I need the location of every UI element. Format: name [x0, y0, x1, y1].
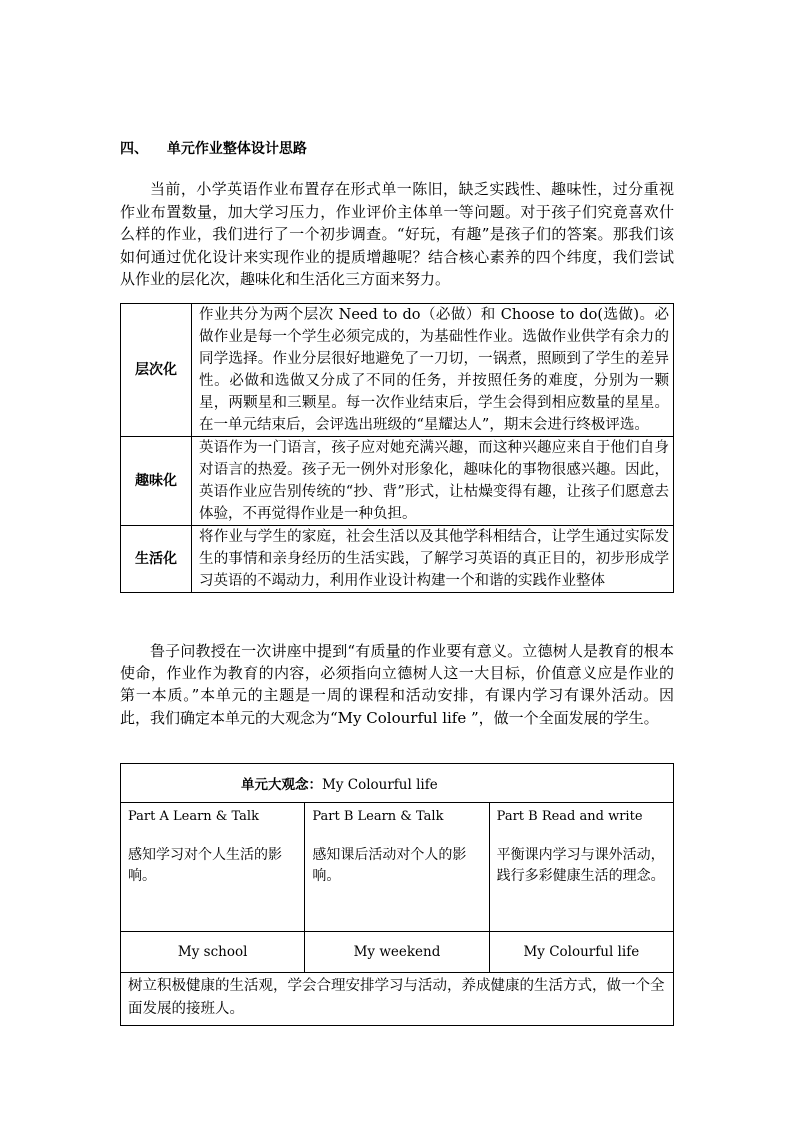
concept-goal: 树立积极健康的生活观，学会合理安排学习与活动，养成健康的生活方式，做一个全面发展的接班人。	[121, 973, 674, 1026]
row-label: 趣味化	[121, 437, 192, 526]
part-name: Part A Learn & Talk	[128, 809, 259, 824]
row-text: 将作业与学生的家庭，社会生活以及其他学科相结合，让学生通过实际发生的事情和亲身经历的生活实践，了解学习英语的真正目的，初步形成学习英语的不竭动力，利用作业设计构建一个和谐的实践作业整体	[192, 526, 674, 593]
table-row	[121, 526, 674, 593]
part-cell	[489, 803, 673, 932]
table-row	[121, 304, 674, 437]
concept-title-value: My Colourful life	[322, 777, 438, 793]
row-text: 作业共分为两个层次 Need to do（必做）和 Choose to do(选做)。必做作业是每一个学生必须完成的，为基础性作业。选做作业供学有余力的同学选择。作业分层很好地避免了一刀切，一锅煮，照顾到了学生的差异性。必做和选做又分成了不同的任务，并按照任务的难度，分别为一颗星，两颗星和三颗星。每一次作业结束后，学生会得到相应数量的星星。在一单元结束后，会评选出班级的“星耀达人”，期末会进行终极评选。	[192, 304, 674, 437]
table-row	[121, 437, 674, 526]
part-cell	[305, 803, 489, 932]
layers-table	[120, 303, 674, 593]
table-row	[121, 973, 674, 1026]
concept-title-label: 单元大观念：	[241, 777, 322, 793]
unit-cell: My weekend	[305, 932, 489, 973]
unit-cell: My school	[121, 932, 305, 973]
table-row	[121, 764, 674, 803]
concept-table	[120, 763, 674, 1026]
unit-cell: My Colourful life	[489, 932, 673, 973]
concept-title	[121, 764, 674, 803]
part-name: Part B Read and write	[496, 809, 643, 824]
row-text: 英语作为一门语言，孩子应对她充满兴趣，而这种兴趣应来自于他们自身对语言的热爱。孩子无一例外对形象化，趣味化的事物很感兴趣。因此，英语作业应告别传统的“抄、背”形式，让枯燥变得有趣，让孩子们愿意去体验，不再觉得作业是一种负担。	[192, 437, 674, 526]
table-row	[121, 932, 674, 973]
part-cell	[121, 803, 305, 932]
part-desc: 平衡课内学习与课外活动，践行多彩健康生活的理念。	[496, 847, 665, 884]
row-label: 层次化	[121, 304, 192, 437]
intro-paragraph: 当前，小学英语作业布置存在形式单一陈旧，缺乏实践性、趣味性，过分重视作业布置数量，加大学习压力，作业评价主体单一等问题。对于孩子们究竟喜欢什么样的作业，我们进行了一个初步调查。“好玩，有趣”是孩子们的答案。那我们该如何通过优化设计来实现作业的提质增趣呢？结合核心素养的四个纬度，我们尝试从作业的层化次，趣味化和生活化三方面来努力。	[120, 180, 674, 289]
part-name: Part B Learn & Talk	[312, 809, 444, 824]
row-label: 生活化	[121, 526, 192, 593]
second-paragraph: 鲁子问教授在一次讲座中提到“有质量的作业要有意义。立德树人是教育的根本使命，作业作为教育的内容，必须指向立德树人这一大目标，价值意义应是作业的第一本质。”本单元的主题是一周的课程和活动安排，有课内学习有课外活动。因此，我们确定本单元的大观念为“My Colourful life ”，做一个全面发展的学生。	[120, 642, 674, 727]
section-title: 单元作业整体设计思路	[166, 141, 307, 157]
part-desc: 感知课后活动对个人的影响。	[312, 847, 467, 884]
table-row	[121, 803, 674, 932]
part-desc: 感知学习对个人生活的影响。	[128, 847, 282, 884]
section-number: 四、	[120, 141, 148, 157]
section-heading	[120, 138, 307, 158]
